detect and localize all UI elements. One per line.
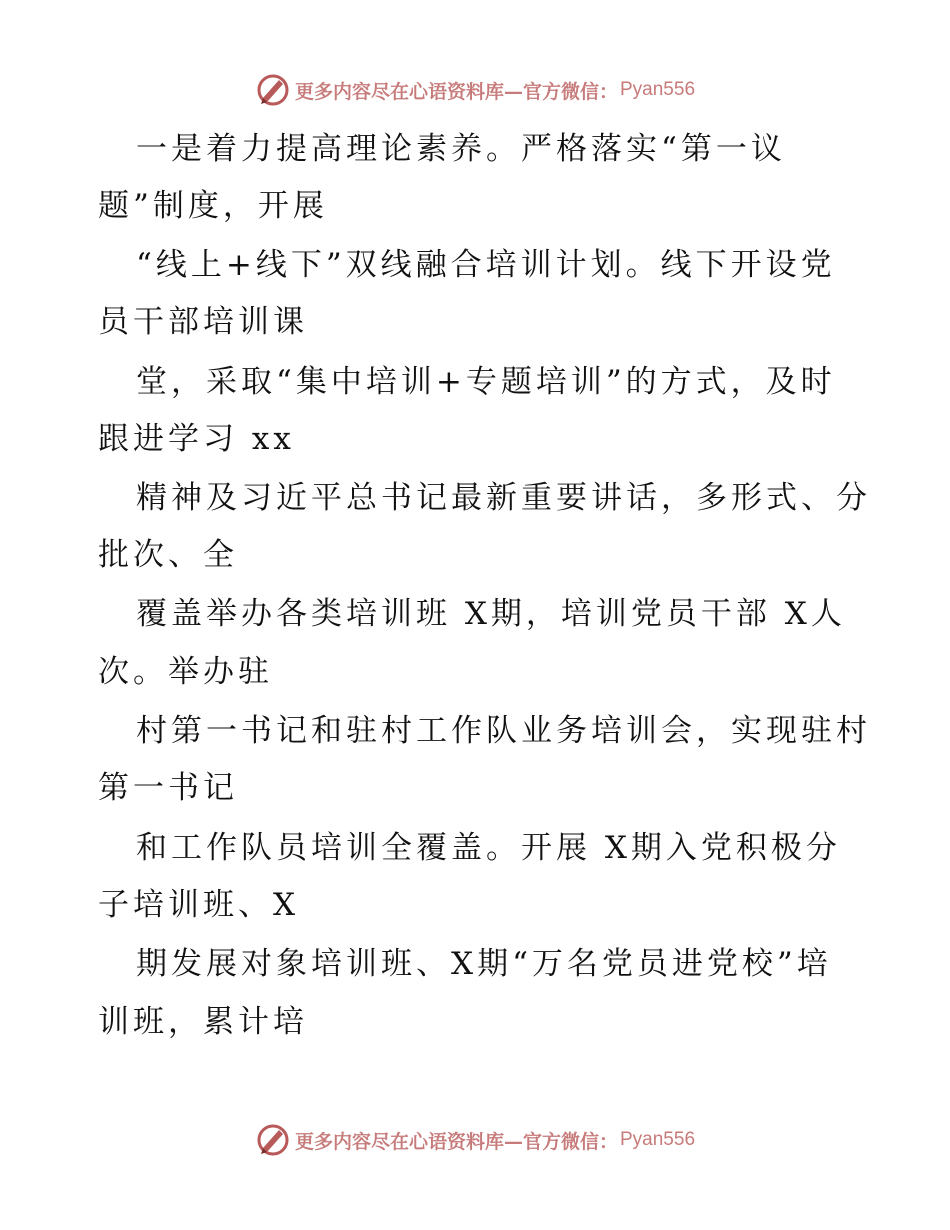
footer-banner-id: Pyan556 — [620, 1129, 696, 1150]
body-line: 跟进学习 xx — [98, 421, 295, 457]
footer-banner-text: 更多内容尽在心语资料库—官方微信： — [294, 1130, 618, 1153]
body-line: “线上+线下”双线融合培训计划。线下开设党 — [136, 247, 836, 283]
body-line: 村第一书记和驻村工作队业务培训会，实现驻村 — [136, 713, 871, 749]
body-line: 员干部培训课 — [98, 304, 308, 340]
body-line: 期发展对象培训班、X期“万名党员进党校”培 — [136, 946, 832, 982]
header-banner-text: 更多内容尽在心语资料库—官方微信： — [294, 80, 618, 103]
body-line: 覆盖举办各类培训班 X期，培训党员干部 X人 — [136, 596, 846, 632]
body-line: 子培训班、X — [98, 887, 300, 923]
body-line: 次。举办驻 — [98, 654, 273, 690]
body-line: 批次、全 — [98, 537, 238, 573]
footer-banner — [0, 1118, 950, 1162]
body-line: 一是着力提高理论素养。严格落实“第一议 — [136, 131, 786, 167]
body-line: 第一书记 — [98, 770, 238, 806]
body-line: 题”制度，开展 — [98, 188, 328, 224]
pen-logo-icon — [255, 1122, 291, 1158]
body-line: 堂，采取“集中培训+专题培训”的方式，及时 — [136, 364, 836, 400]
body-line: 和工作队员培训全覆盖。开展 X期入党积极分 — [136, 830, 841, 866]
header-banner-id: Pyan556 — [620, 79, 696, 100]
body-line: 精神及习近平总书记最新重要讲话，多形式、分 — [136, 480, 871, 516]
body-line: 训班，累计培 — [98, 1004, 308, 1040]
